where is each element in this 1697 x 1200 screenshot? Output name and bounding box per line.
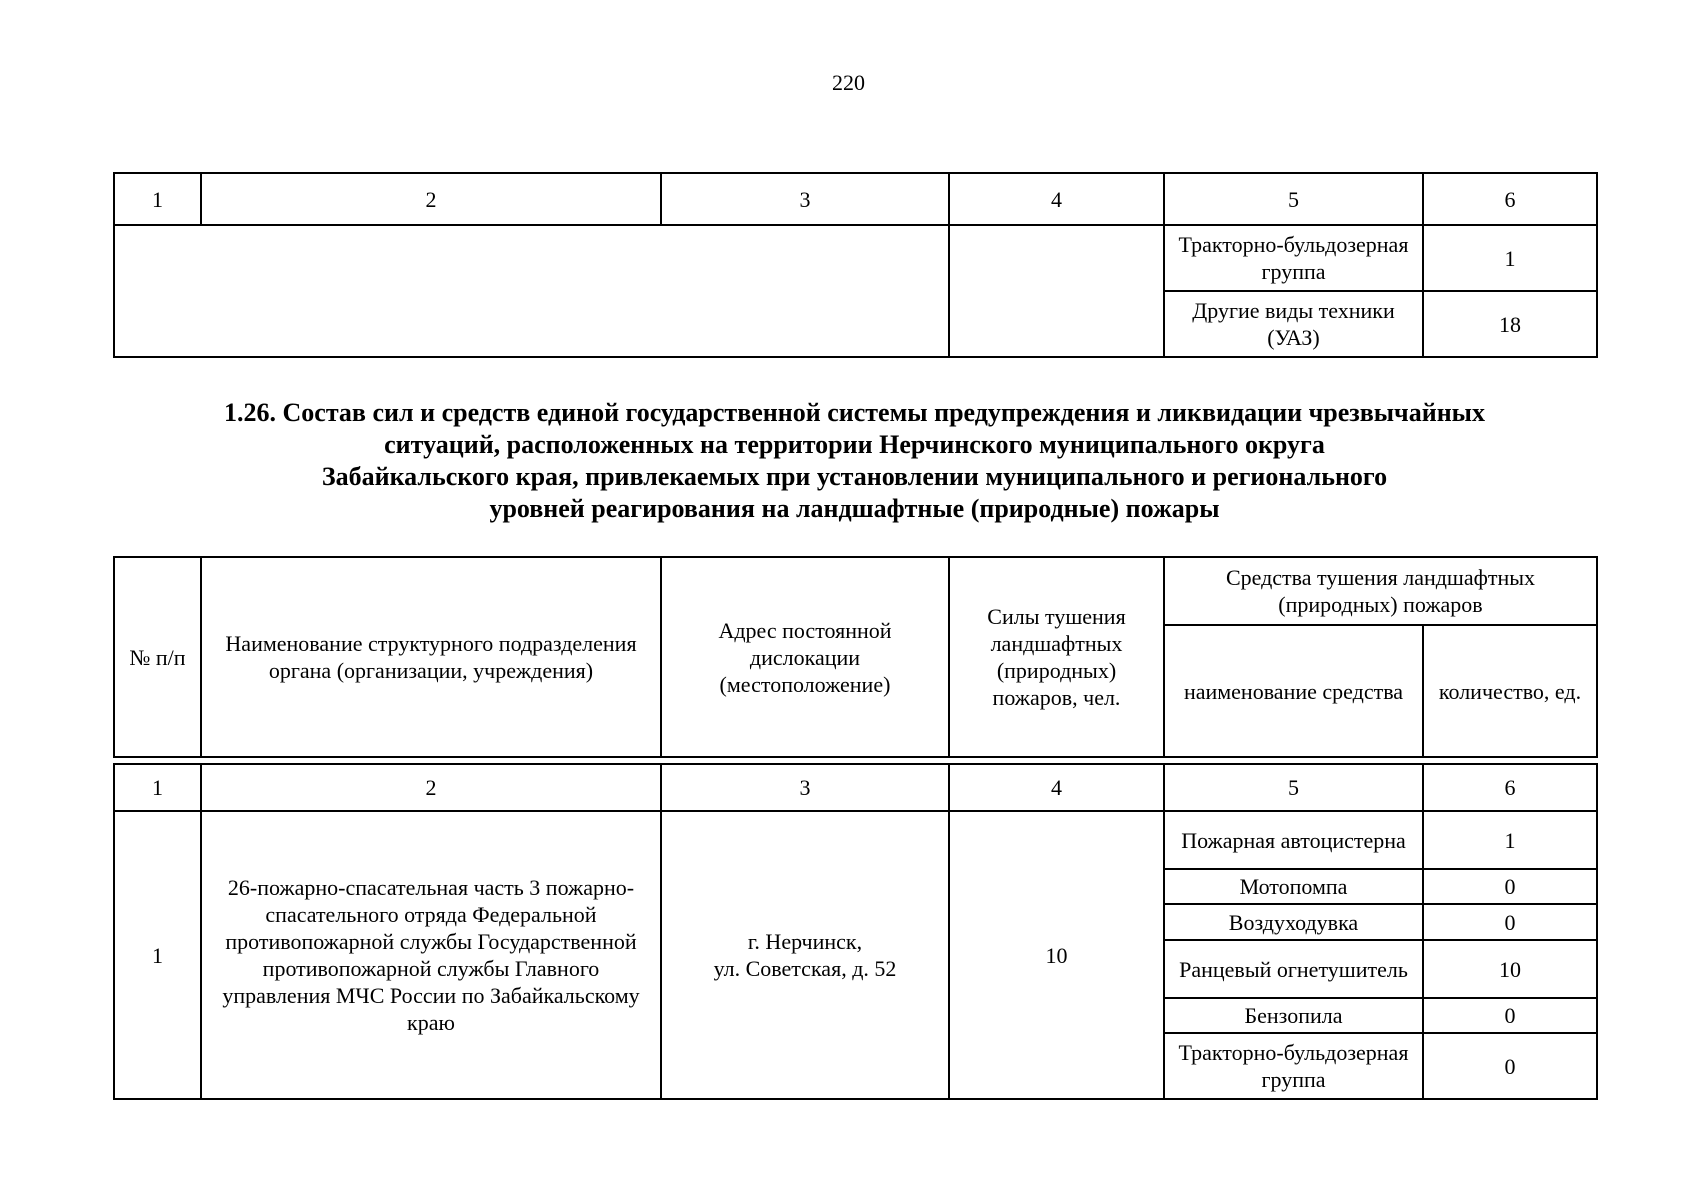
- record-unit: 26-пожарно-спасательная часть 3 пожарно-спасательного отряда Федеральной противопожарной службы Государственной противопожарной службы Главного управления МЧС России по Забайкальскому краю: [201, 811, 661, 1099]
- col-number: 5: [1164, 173, 1423, 225]
- equipment-count: 0: [1423, 869, 1597, 904]
- equipment-name: Пожарная автоцистерна: [1164, 811, 1423, 869]
- equipment-name: Мотопомпа: [1164, 869, 1423, 904]
- column-number-row: [114, 173, 1597, 225]
- equipment-count: 0: [1423, 904, 1597, 940]
- equipment-name: Ранцевый огнетушитель: [1164, 940, 1423, 998]
- table-row: [114, 225, 1597, 291]
- col-number: 2: [201, 764, 661, 811]
- table-row: [114, 811, 1597, 869]
- column-number-row: [114, 764, 1597, 811]
- section-title-line: ситуаций, расположенных на территории Нерчинского муниципального округа: [384, 430, 1325, 459]
- header-address: Адрес постоянной дислокации (местоположение): [661, 557, 949, 757]
- record-num: 1: [114, 811, 201, 1099]
- col-number: 3: [661, 764, 949, 811]
- section-title-line: Забайкальского края, привлекаемых при установлении муниципального и регионального: [321, 462, 1388, 491]
- header-num: № п/п: [114, 557, 201, 757]
- col-number: 4: [949, 173, 1164, 225]
- col-number: 6: [1423, 764, 1597, 811]
- header-forces: Силы тушения ландшафтных (природных) пожаров, чел.: [949, 557, 1164, 757]
- col-number: 6: [1423, 173, 1597, 225]
- equipment-count: 0: [1423, 998, 1597, 1033]
- equipment-count: 1: [1423, 811, 1597, 869]
- equipment-count: 18: [1423, 291, 1597, 357]
- main-table-header: [113, 556, 1598, 758]
- empty-merged-cell: [114, 225, 949, 357]
- section-title: [113, 397, 1596, 525]
- equipment-name: Другие виды техники (УАЗ): [1164, 291, 1423, 357]
- section-title-line: 1.26. Состав сил и средств единой государственной системы предупреждения и ликвидации чрезвычайных: [224, 398, 1485, 427]
- equipment-name: Тракторно-бульдозерная группа: [1164, 225, 1423, 291]
- page-number: 220: [832, 70, 865, 95]
- equipment-name: Тракторно-бульдозерная группа: [1164, 1033, 1423, 1099]
- record-address: [661, 811, 949, 1099]
- equipment-count: 0: [1423, 1033, 1597, 1099]
- header-unit: Наименование структурного подразделения органа (организации, учреждения): [201, 557, 661, 757]
- equipment-count: 1: [1423, 225, 1597, 291]
- equipment-count: 10: [1423, 940, 1597, 998]
- equipment-name: Воздуходувка: [1164, 904, 1423, 940]
- col-number: 5: [1164, 764, 1423, 811]
- continuation-table: [113, 172, 1598, 358]
- header-means-group: Средства тушения ландшафтных (природных) пожаров: [1164, 557, 1597, 625]
- header-means-name: наименование средства: [1164, 625, 1423, 757]
- empty-cell: [949, 225, 1164, 357]
- col-number: 4: [949, 764, 1164, 811]
- main-table-body: [113, 763, 1598, 1100]
- equipment-name: Бензопила: [1164, 998, 1423, 1033]
- section-title-line: уровней реагирования на ландшафтные (природные) пожары: [489, 494, 1220, 523]
- col-number: 2: [201, 173, 661, 225]
- col-number: 3: [661, 173, 949, 225]
- header-means-count: количество, ед.: [1423, 625, 1597, 757]
- address-line: ул. Советская, д. 52: [713, 956, 897, 981]
- address-line: г. Нерчинск,: [747, 929, 863, 954]
- record-forces: 10: [949, 811, 1164, 1099]
- col-number: 1: [114, 764, 201, 811]
- col-number: 1: [114, 173, 201, 225]
